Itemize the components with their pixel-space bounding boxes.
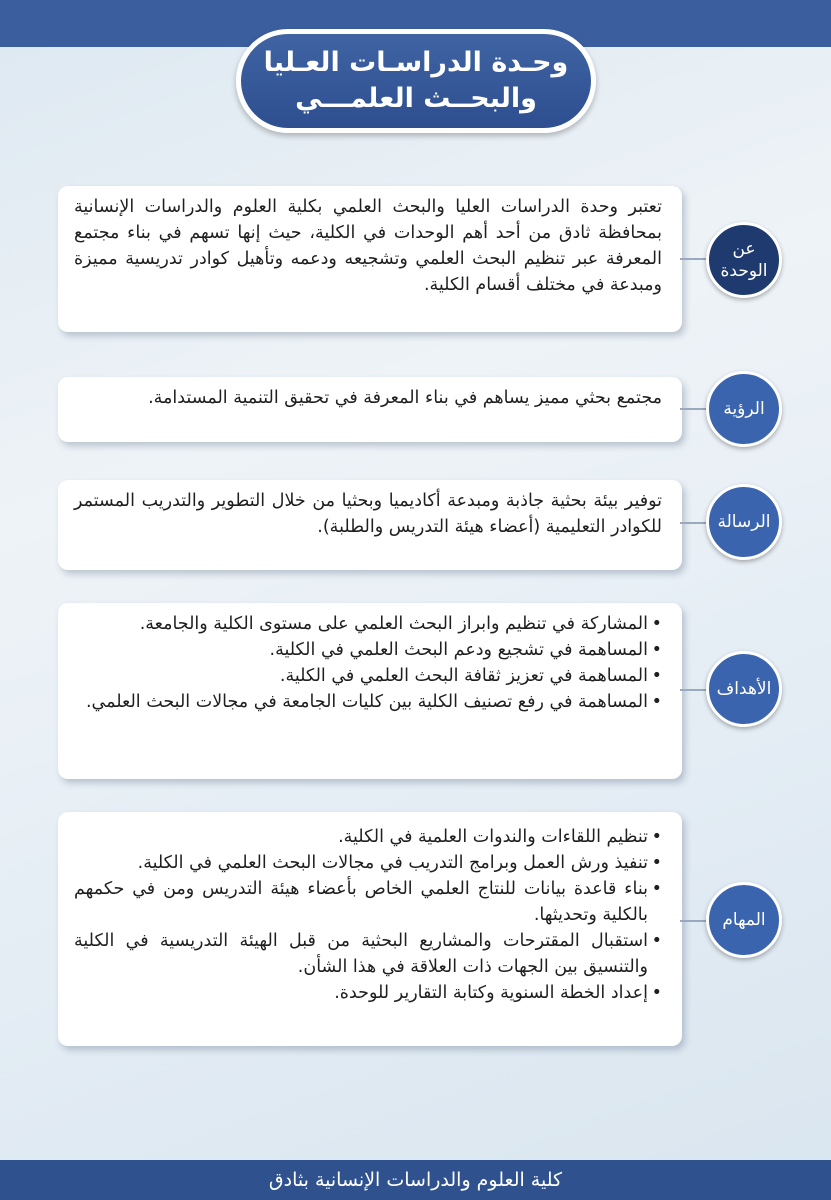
tasks-list bbox=[74, 824, 662, 1006]
list-item: • بناء قاعدة بيانات للنتاج العلمي الخاص بأعضاء هيئة التدريس ومن في حكمهم بالكلية وتحديثها. bbox=[74, 876, 648, 928]
section-mission bbox=[58, 480, 771, 570]
tasks-label: المهام bbox=[706, 882, 782, 958]
footer: كلية العلوم والدراسات الإنسانية بثادق bbox=[0, 1160, 831, 1200]
section-about bbox=[58, 186, 768, 332]
section-goals bbox=[58, 603, 772, 779]
list-item: • تنظيم اللقاءات والندوات العلمية في الكلية. bbox=[74, 824, 648, 850]
vision-label: الرؤية bbox=[706, 371, 782, 447]
tasks-card bbox=[58, 812, 682, 1046]
goals-list bbox=[74, 611, 662, 715]
page-title-line1: وحـدة الدراسـات العـليا bbox=[263, 47, 569, 78]
list-item: • المشاركة في تنظيم وابراز البحث العلمي على مستوى الكلية والجامعة. bbox=[74, 611, 648, 637]
goals-card bbox=[58, 603, 682, 779]
about-text: تعتبر وحدة الدراسات العليا والبحث العلمي بكلية العلوم والدراسات الإنسانية بمحافظة ثادق من أحد أهم الوحدات في الكلية، حيث إنها تسهم في بناء مجتمع المعرفة عبر تنظيم البحث العلمي وتشجيعه ودعمه وتأهيل كوادر تدريسية مميزة ومبدعة في مختلف أقسام الكلية. bbox=[74, 197, 662, 295]
list-item: • تنفيذ ورش العمل وبرامج التدريب في مجالات البحث العلمي في الكلية. bbox=[74, 850, 648, 876]
list-item: • المساهمة في تعزيز ثقافة البحث العلمي في الكلية. bbox=[74, 663, 648, 689]
about-label: عن الوحدة bbox=[706, 222, 782, 298]
mission-card bbox=[58, 480, 682, 570]
list-item: • استقبال المقترحات والمشاريع البحثية من قبل الهيئة التدريسية في الكلية والتنسيق بين الجهات ذات العلاقة في هذا الشأن. bbox=[74, 928, 648, 980]
section-vision bbox=[58, 377, 765, 442]
page-title bbox=[236, 29, 596, 133]
list-item: • إعداد الخطة السنوية وكتابة التقارير للوحدة. bbox=[74, 980, 648, 1006]
goals-label: الأهداف bbox=[706, 651, 782, 727]
list-item: • المساهمة في تشجيع ودعم البحث العلمي في الكلية. bbox=[74, 637, 648, 663]
mission-text: توفير بيئة بحثية جاذبة ومبدعة أكاديميا وبحثيا من خلال التطوير والتدريب المستمر للكوادر التعليمية (أعضاء هيئة التدريس والطلبة). bbox=[74, 491, 662, 537]
page-title-line2: والبحــث العلمـــي bbox=[295, 83, 537, 114]
vision-text: مجتمع بحثي مميز يساهم في بناء المعرفة في تحقيق التنمية المستدامة. bbox=[148, 388, 662, 408]
section-tasks bbox=[58, 812, 766, 1046]
mission-label: الرسالة bbox=[706, 484, 782, 560]
about-card bbox=[58, 186, 682, 332]
vision-card bbox=[58, 377, 682, 442]
list-item: • المساهمة في رفع تصنيف الكلية بين كليات الجامعة في مجالات البحث العلمي. bbox=[74, 689, 648, 715]
